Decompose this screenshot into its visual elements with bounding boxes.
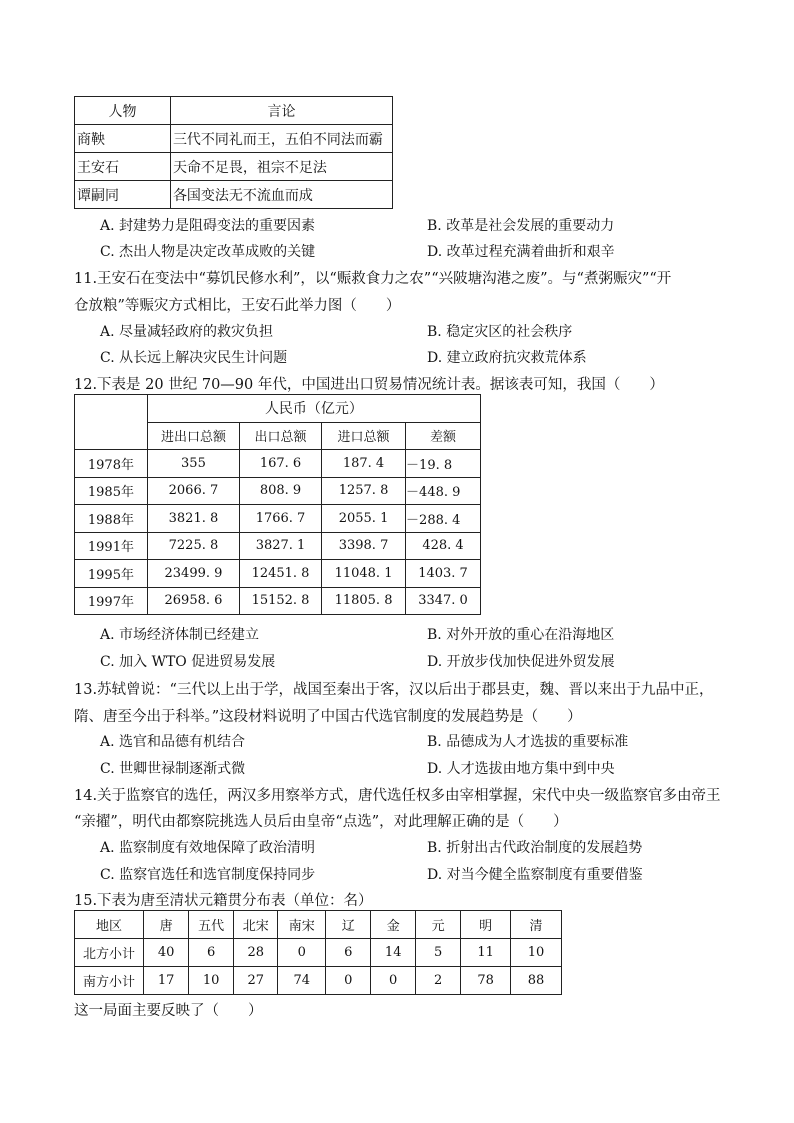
value-cell: 23499. 9 [147, 560, 239, 588]
header-jin: 金 [371, 911, 416, 939]
header-beisong: 北宋 [234, 911, 278, 939]
value-cell: 7225. 8 [147, 532, 239, 560]
q10-option-b: B. 改革是社会发展的重要动力 [427, 218, 615, 234]
q13-option-c: C. 世卿世禄制逐渐式微 [100, 761, 246, 777]
q14-option-c: C. 监察官选任和选官制度保持同步 [100, 867, 316, 883]
count-cell: 88 [511, 967, 562, 995]
q11-option-d: D. 建立政府抗灾救荒体系 [427, 350, 587, 366]
q14-stem-line1: 14.关于监察官的选任，两汉多用察举方式，唐代选任权多由宰相掌握，宋代中央一级监察官多由帝王 [74, 788, 721, 804]
value-cell: －19. 8 [406, 450, 481, 478]
count-cell: 17 [144, 967, 189, 995]
header-nansong: 南宋 [278, 911, 326, 939]
q13-option-d: D. 人才选拔由地方集中到中央 [427, 761, 615, 777]
value-cell: 11048. 1 [322, 560, 406, 588]
year-cell: 1978年 [75, 450, 148, 478]
year-cell: 1995年 [75, 560, 148, 588]
count-cell: 10 [189, 967, 234, 995]
q11-option-a: A. 尽量减轻政府的救灾负担 [100, 324, 274, 340]
q13-stem-line1: 13.苏轼曾说：“三代以上出于学，战国至秦出于客，汉以后出于郡县吏，魏、晋以来出于九品中正， [74, 682, 714, 698]
count-cell: 14 [371, 939, 416, 967]
header-tang: 唐 [144, 911, 189, 939]
q12-option-c: C. 加入 WTO 促进贸易发展 [100, 654, 276, 670]
quote-cell: 三代不同礼而王，五伯不同法而霸 [170, 125, 392, 153]
unit-header: 人民币（亿元） [147, 395, 480, 423]
value-cell: 1257. 8 [322, 477, 406, 505]
count-cell: 2 [416, 967, 461, 995]
value-cell: 15152. 8 [240, 587, 322, 615]
table-row [75, 560, 481, 588]
q13-option-b: B. 品德成为人才选拔的重要标准 [427, 734, 629, 750]
header-import: 进口总额 [322, 422, 406, 450]
q11-option-c: C. 从长远上解决灾民生计问题 [100, 350, 288, 366]
value-cell: 2066. 7 [147, 477, 239, 505]
table-row [75, 181, 393, 209]
count-cell: 11 [461, 939, 511, 967]
header-export: 出口总额 [240, 422, 322, 450]
region-cell: 北方小计 [75, 939, 144, 967]
q15-question: 这一局面主要反映了（ ） [74, 1003, 263, 1019]
corner-cell [75, 395, 148, 450]
q13-stem-line2: 隋、唐至今出于科举。”这段材料说明了中国古代选官制度的发展趋势是（ ） [74, 709, 582, 725]
value-cell: 808. 9 [240, 477, 322, 505]
value-cell: 187. 4 [322, 450, 406, 478]
trade-table [74, 394, 481, 615]
value-cell: 2055. 1 [322, 505, 406, 533]
value-cell: 11805. 8 [322, 587, 406, 615]
q11-stem-line1: 11.王安石在变法中“募饥民修水利”，以“赈救食力之农”“兴陂塘沟港之废”。与“煮粥赈灾”“开 [74, 271, 672, 287]
scholar-table [74, 910, 562, 995]
count-cell: 0 [371, 967, 416, 995]
q14-option-a: A. 监察制度有效地保障了政治清明 [100, 840, 316, 856]
table-header-row [75, 911, 562, 939]
header-wudai: 五代 [189, 911, 234, 939]
q10-option-d: D. 改革过程充满着曲折和艰辛 [427, 244, 615, 260]
table-row [75, 153, 393, 181]
value-cell: 3347. 0 [406, 587, 481, 615]
year-cell: 1997年 [75, 587, 148, 615]
count-cell: 27 [234, 967, 278, 995]
quote-table [74, 96, 393, 209]
q15-stem: 15.下表为唐至清状元籍贯分布表（单位：名） [74, 893, 373, 909]
quote-cell: 各国变法无不流血而成 [170, 181, 392, 209]
q11-stem-line2: 仓放粮”等赈灾方式相比，王安石此举力图（ ） [74, 298, 401, 314]
person-cell: 王安石 [75, 153, 171, 181]
header-total: 进出口总额 [147, 422, 239, 450]
count-cell: 40 [144, 939, 189, 967]
table-row [75, 532, 481, 560]
value-cell: －448. 9 [406, 477, 481, 505]
table-row [75, 967, 562, 995]
region-cell: 南方小计 [75, 967, 144, 995]
header-quote: 言论 [170, 97, 392, 125]
person-cell: 谭嗣同 [75, 181, 171, 209]
q12-option-b: B. 对外开放的重心在沿海地区 [427, 627, 615, 643]
value-cell: 1766. 7 [240, 505, 322, 533]
q10-option-a: A. 封建势力是阻碍变法的重要因素 [100, 218, 316, 234]
table-row [75, 450, 481, 478]
value-cell: 26958. 6 [147, 587, 239, 615]
quote-cell: 天命不足畏，祖宗不足法 [170, 153, 392, 181]
count-cell: 78 [461, 967, 511, 995]
person-cell: 商鞅 [75, 125, 171, 153]
header-region: 地区 [75, 911, 144, 939]
value-cell: 1403. 7 [406, 560, 481, 588]
table-row [75, 587, 481, 615]
header-person: 人物 [75, 97, 171, 125]
header-yuan: 元 [416, 911, 461, 939]
value-cell: 428. 4 [406, 532, 481, 560]
count-cell: 0 [278, 939, 326, 967]
q12-option-a: A. 市场经济体制已经建立 [100, 627, 260, 643]
count-cell: 74 [278, 967, 326, 995]
q10-option-c: C. 杰出人物是决定改革成败的关键 [100, 244, 316, 260]
value-cell: －288. 4 [406, 505, 481, 533]
count-cell: 10 [511, 939, 562, 967]
value-cell: 3398. 7 [322, 532, 406, 560]
table-row [75, 477, 481, 505]
count-cell: 0 [326, 967, 371, 995]
q11-option-b: B. 稳定灾区的社会秩序 [427, 324, 573, 340]
value-cell: 355 [147, 450, 239, 478]
header-balance: 差额 [406, 422, 481, 450]
count-cell: 28 [234, 939, 278, 967]
count-cell: 6 [189, 939, 234, 967]
value-cell: 3821. 8 [147, 505, 239, 533]
q13-option-a: A. 选官和品德有机结合 [100, 734, 246, 750]
value-cell: 3827. 1 [240, 532, 322, 560]
count-cell: 6 [326, 939, 371, 967]
q12-stem: 12.下表是 20 世纪 70—90 年代，中国进出口贸易情况统计表。据该表可知，我国（ ） [74, 377, 664, 393]
table-row [75, 505, 481, 533]
value-cell: 12451. 8 [240, 560, 322, 588]
header-qing: 清 [511, 911, 562, 939]
q14-option-b: B. 折射出古代政治制度的发展趋势 [427, 840, 643, 856]
header-ming: 明 [461, 911, 511, 939]
year-cell: 1985年 [75, 477, 148, 505]
q14-stem-line2: “亲擢”，明代由都察院挑选人员后由皇帝“点选”，对此理解正确的是（ ） [74, 814, 568, 830]
table-row [75, 939, 562, 967]
count-cell: 5 [416, 939, 461, 967]
q12-option-d: D. 开放步伐加快促进外贸发展 [427, 654, 615, 670]
header-liao: 辽 [326, 911, 371, 939]
q14-option-d: D. 对当今健全监察制度有重要借鉴 [427, 867, 643, 883]
table-row [75, 125, 393, 153]
value-cell: 167. 6 [240, 450, 322, 478]
year-cell: 1991年 [75, 532, 148, 560]
year-cell: 1988年 [75, 505, 148, 533]
